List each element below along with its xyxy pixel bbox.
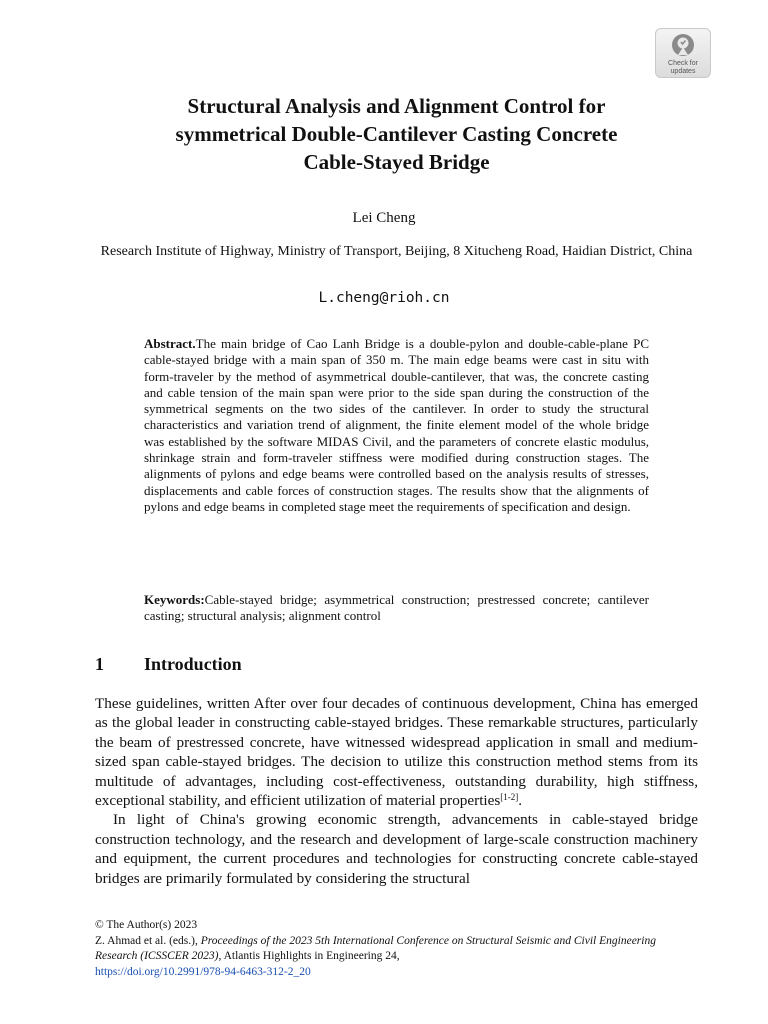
citation[interactable]: [1-2] — [500, 792, 519, 803]
paragraph-end: . — [518, 792, 523, 810]
paragraph — [95, 694, 698, 810]
copyright: © The Author(s) 2023 — [95, 919, 198, 931]
abstract-label: Abstract. — [144, 336, 196, 351]
abstract — [144, 336, 649, 515]
doi-link[interactable]: https://doi.org/10.2991/978-94-6463-312-2_20 — [95, 965, 311, 978]
check-for-updates-badge[interactable] — [655, 28, 711, 78]
proceedings-title: Proceedings of the 2023 5th International Conference on Structural Seismic and Civil Engineering Research (ICSSCER 2023) — [95, 934, 656, 962]
title-line: Structural Analysis and Alignment Control for — [187, 94, 606, 118]
title-line: Cable-Stayed Bridge — [303, 150, 490, 174]
keywords — [144, 592, 649, 625]
body-text — [95, 694, 698, 888]
abstract-text: The main bridge of Cao Lanh Bridge is a double-pylon and double-cable-plane PC cable-stayed bridge with a main span of 350 m. The main edge beams were cast in situ with form-traveler by the method of asymmetrical double-cantilever, that was, the concrete casting and cable tension of the main span were prior to the side span during the construction of the symmetrical segments on the two sides of the cantilever. In order to study the structural characteristics and variation trend of alignment, the finite element model of the whole bridge was established by the software MIDAS Civil, and the parameters of concrete elastic modulus, shrinkage strain and form-traveler stiffness were modified during construction stages. The alignments of pylons and edge beams were controlled based on the analysis results of stresses, displacements and cable forces of construction stages. The results show that the alignments of pylons and edge beams in completed stage meet the requirements of specification and design. — [144, 336, 649, 514]
paper-title — [95, 92, 698, 176]
keywords-text: Cable-stayed bridge; asymmetrical construction; prestressed concrete; cantilever casting; structural analysis; alignment control — [144, 592, 649, 624]
badge-label-2: updates — [670, 68, 696, 75]
paragraph: In light of China's growing economic strength, advancements in cable-stayed bridge construction technology, and the research and development of large-scale construction machinery and equipment, the current procedures and technologies for constructing concrete cable-stayed bridges are primarily formulated by considering the structural — [95, 811, 698, 887]
citation-line — [95, 934, 698, 965]
section-number: 1 — [95, 654, 104, 674]
paragraph-text: These guidelines, written After over four decades of continuous development, China has emerged as the global leader in constructing cable-stayed bridges. These remarkable structures, particularly the beam of prestressed concrete, have witnessed widespread application in small and medium-sized span cable-stayed bridges. The decision to utilize this construction method stems from its multitude of advantages, including cost-effectiveness, outstanding durability, high stiffness, exceptional stability, and efficient utilization of material properties — [95, 695, 698, 810]
title-line: symmetrical Double-Cantilever Casting Concrete — [175, 122, 618, 146]
keywords-label: Keywords: — [144, 592, 205, 607]
author-email[interactable]: L.cheng@rioh.cn — [318, 290, 450, 306]
author-name: Lei Cheng — [352, 210, 416, 226]
author-affiliation: Research Institute of Highway, Ministry of Transport, Beijing, 8 Xitucheng Road, Haidian District, China — [100, 244, 693, 259]
badge-label-1: Check for — [668, 60, 698, 67]
check-for-updates-icon — [669, 33, 697, 59]
section-title: Introduction — [144, 654, 242, 674]
footer — [95, 918, 698, 980]
series: , Atlantis Highlights in Engineering 24, — [218, 950, 400, 962]
editors: Z. Ahmad et al. (eds.), — [95, 934, 201, 947]
